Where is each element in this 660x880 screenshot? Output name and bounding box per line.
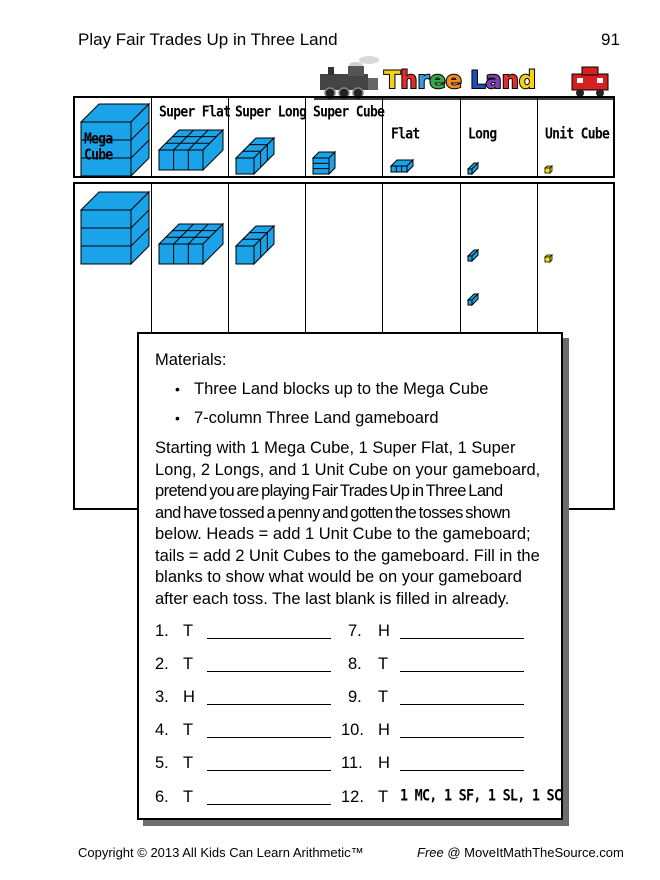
unit-cube-icon	[544, 165, 554, 175]
instructions-line: and have tossed a penny and gotten the tosses shown	[155, 503, 510, 522]
instructions-line: Long, 2 Longs, and 1 Unit Cube on your gameboard,	[155, 460, 541, 479]
toss-number: 1.	[155, 622, 169, 640]
column-label-super-cube: Super Cube	[313, 104, 385, 122]
toss-result: T	[183, 788, 194, 806]
logo-wordmark	[384, 66, 536, 94]
toss-number: 8.	[348, 655, 362, 673]
column-label-super-long: Super Long	[235, 104, 307, 122]
toss-result: T	[183, 754, 194, 772]
answer-blank[interactable]	[207, 638, 331, 639]
logo-letter: e	[429, 66, 446, 94]
answer-blank[interactable]	[400, 737, 524, 738]
toss-number: 6.	[155, 788, 169, 806]
logo-letter: h	[400, 66, 418, 94]
answer-blank[interactable]	[207, 737, 331, 738]
toss-result: T	[378, 788, 389, 806]
toss-number: 11.	[341, 754, 363, 772]
long-icon	[466, 161, 480, 175]
logo-letter: a	[485, 66, 502, 94]
site-url[interactable]: @ MoveItMathTheSource.com	[447, 845, 624, 860]
instructions-line: below. Heads = add 1 Unit Cube to the gameboard;	[155, 525, 531, 543]
gameboard-long	[466, 292, 480, 306]
toss-number: 9.	[348, 688, 362, 706]
super-flat-icon	[157, 126, 225, 176]
toss-number: 12.	[341, 788, 364, 806]
toss-result: T	[183, 622, 194, 640]
column-label-mega-cube: Mega Cube	[84, 130, 113, 165]
super-cube-icon	[311, 150, 337, 176]
site-credit	[417, 845, 624, 860]
filled-answer: 1 MC, 1 SF, 1 SL, 1 SC	[400, 786, 562, 806]
column-label-super-flat: Super Flat	[159, 104, 231, 122]
toss-number: 5.	[155, 754, 169, 772]
instructions-line: tails = add 2 Unit Cubes to the gameboard. Fill in the	[155, 546, 540, 565]
answer-blank[interactable]	[207, 671, 331, 672]
toss-number: 3.	[155, 688, 169, 706]
materials-item: 7-column Three Land gameboard	[194, 409, 439, 427]
logo-letter: r	[417, 66, 430, 94]
toss-result: T	[378, 655, 389, 673]
three-land-logo	[314, 52, 614, 102]
gameboard-super-long	[234, 222, 276, 266]
toss-result: H	[183, 688, 195, 706]
bullet-icon: •	[175, 410, 180, 426]
page-number: 91	[601, 30, 620, 49]
toss-result: T	[183, 721, 194, 739]
answer-blank[interactable]	[207, 704, 331, 705]
page-title: Play Fair Trades Up in Three Land	[78, 30, 338, 49]
answer-blank[interactable]	[207, 804, 331, 805]
gameboard-long	[466, 248, 480, 262]
logo-letter: L	[470, 66, 486, 94]
bullet-icon: •	[175, 381, 180, 397]
column-label-unit-cube: Unit Cube	[545, 126, 610, 144]
logo-letter: T	[384, 66, 401, 94]
toss-number: 7.	[348, 622, 362, 640]
toss-result: T	[183, 655, 194, 673]
logo-letter: d	[518, 66, 537, 94]
logo-letter: e	[445, 66, 462, 94]
toss-number: 2.	[155, 655, 169, 673]
copyright: Copyright © 2013 All Kids Can Learn Arithmetic™	[78, 845, 364, 860]
instructions-line: after each toss. The last blank is filled in already.	[155, 589, 510, 608]
answer-blank[interactable]	[400, 770, 524, 771]
flat-icon	[389, 158, 415, 174]
toss-number: 10.	[341, 721, 364, 739]
materials-item: Three Land blocks up to the Mega Cube	[194, 380, 489, 398]
super-long-icon	[234, 134, 276, 176]
logo-letter: n	[501, 66, 519, 94]
instructions-panel	[137, 332, 563, 820]
column-label-flat: Flat	[391, 126, 420, 144]
answer-blank[interactable]	[207, 770, 331, 771]
toss-result: H	[378, 754, 390, 772]
materials-heading: Materials:	[155, 351, 227, 369]
answer-blank[interactable]	[400, 671, 524, 672]
header-board	[73, 96, 615, 178]
gameboard-unit-cube	[544, 254, 554, 264]
toss-result: T	[378, 688, 389, 706]
free-label: Free	[417, 845, 444, 860]
column-label-long: Long	[468, 126, 497, 144]
answer-blank[interactable]	[400, 704, 524, 705]
toss-result: H	[378, 622, 390, 640]
toss-result: H	[378, 721, 390, 739]
gameboard-mega-cube	[79, 190, 151, 264]
caboose-icon	[572, 67, 608, 97]
instructions-line: Starting with 1 Mega Cube, 1 Super Flat, 1 Super	[155, 439, 516, 457]
instructions-line: blanks to show what would be on your gameboard	[155, 568, 522, 586]
instructions-line: pretend you are playing Fair Trades Up in Three Land	[155, 482, 503, 500]
toss-number: 4.	[155, 721, 169, 739]
gameboard-super-flat	[157, 220, 225, 268]
answer-blank[interactable]	[400, 638, 524, 639]
